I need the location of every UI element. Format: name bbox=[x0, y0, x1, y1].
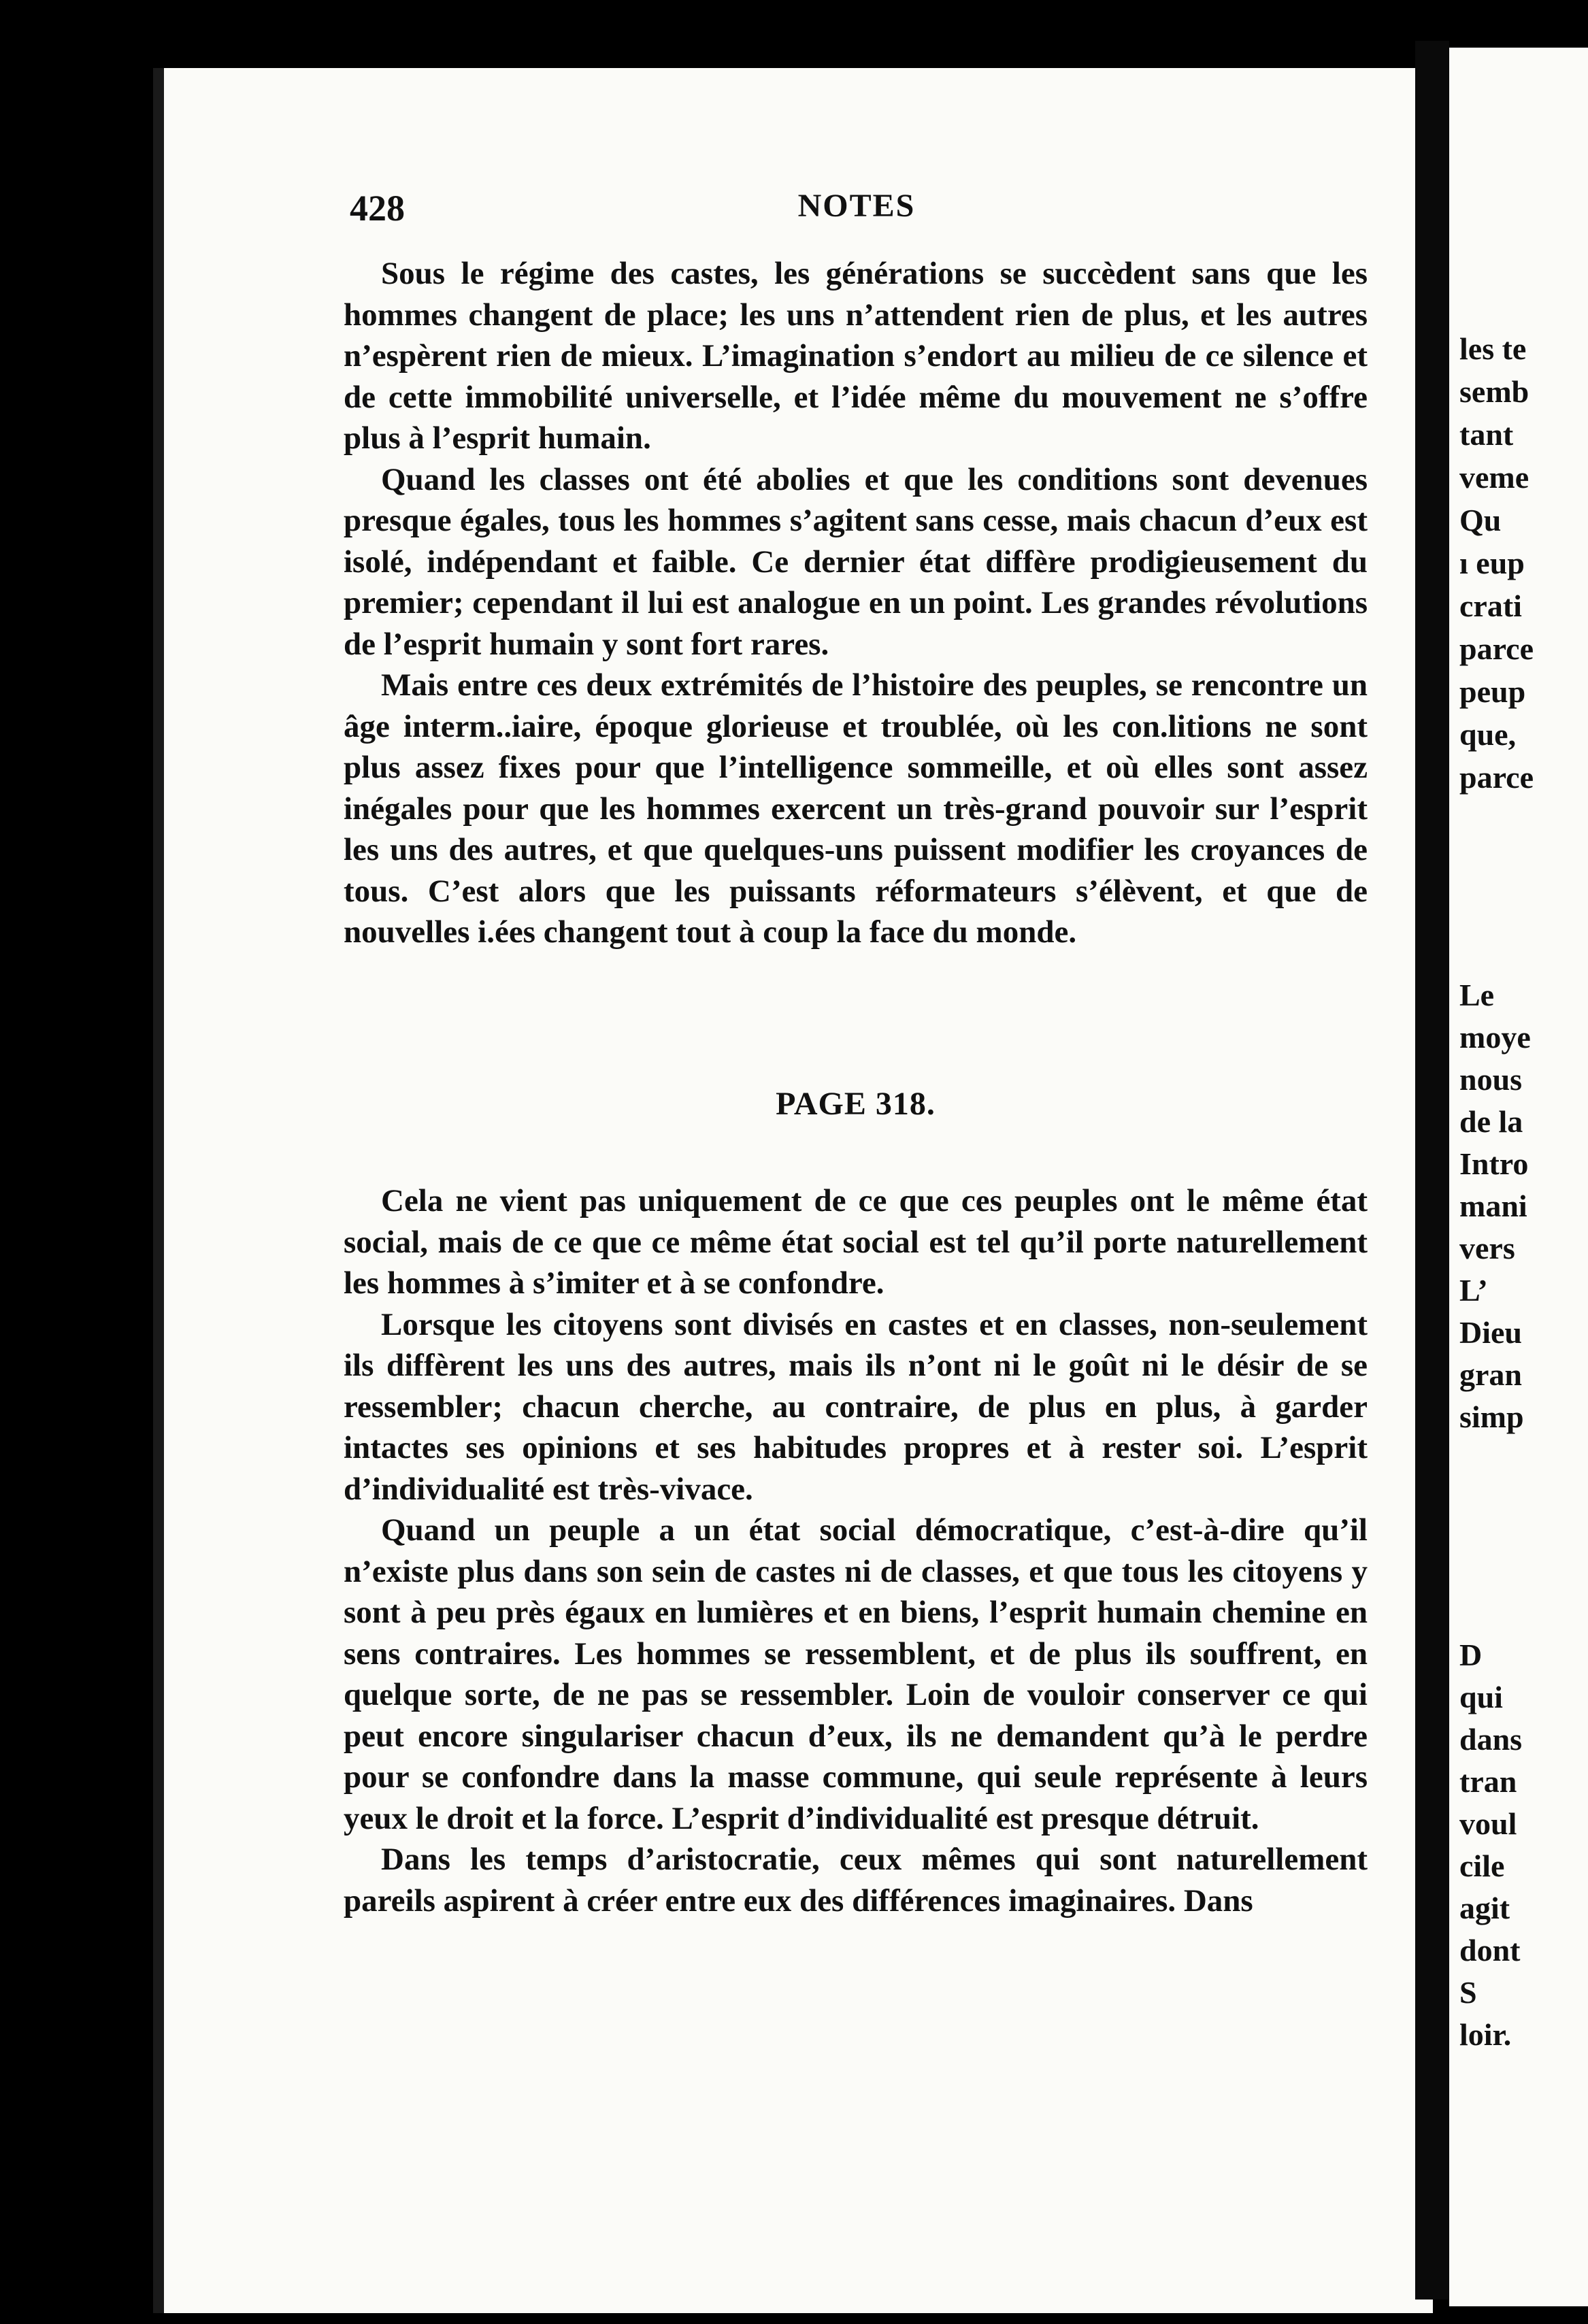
facing-line: crati bbox=[1459, 588, 1522, 623]
facing-line: moye bbox=[1459, 1020, 1531, 1055]
facing-line: qui bbox=[1459, 1680, 1503, 1714]
facing-line: Qu bbox=[1459, 503, 1502, 537]
paragraph: Dans les temps d’aristocratie, ceux mêmes qui sont naturellement pareils aspirent à créer entre eux des différences imaginaires. Dans bbox=[344, 1842, 1368, 1919]
facing-line: simp bbox=[1459, 1399, 1524, 1434]
facing-line: peup bbox=[1459, 674, 1526, 709]
facing-line: tran bbox=[1459, 1764, 1517, 1799]
facing-line: ı eup bbox=[1459, 546, 1525, 580]
facing-line: vers bbox=[1459, 1231, 1515, 1265]
facing-line: loir. bbox=[1459, 2017, 1512, 2052]
running-head bbox=[350, 187, 1363, 242]
facing-line: dans bbox=[1459, 1722, 1523, 1757]
book-gutter bbox=[1415, 41, 1449, 2300]
paragraph: Mais entre ces deux extrémités de l’histoire des peuples, se rencontre un âge interm..iaire, époque glorieuse et troublée, où les con.litions ne sont plus assez fixes pour que l’intelligence sommeille, et où elles sont assez inégales pour que les hommes exercent un très-grand pouvoir sur l’esprit les uns des autres, et que quelques-uns puissent modifier les croyances de tous. C’est alors que les puissants réformateurs s’élèvent, et que de nouvelles i.ées changent tout à coup la face du monde. bbox=[344, 667, 1368, 950]
paragraph: Quand les classes ont été abolies et que les conditions sont devenues presque égales, tous les hommes s’agitent sans cesse, mais chacun d’eux est isolé, indépendant et faible. Ce dernier état diffère prodigieusement du premier; cependant il lui est analogue en un point. Les grandes révolutions de l’esprit humain y sont fort rares. bbox=[344, 461, 1368, 662]
facing-line: veme bbox=[1459, 460, 1529, 495]
paragraph: Lorsque les citoyens sont divisés en castes et en classes, non-seulement ils diffèrent les uns des autres, mais ils n’ont ni le goût ni le désir de se ressembler; chacun cherche, au contraire, de plus en plus, à garder intactes ses opinions et ses habitudes propres et à rester soi. L’esprit d’individualité est très-vivace. bbox=[344, 1306, 1368, 1507]
facing-line: semb bbox=[1459, 374, 1529, 409]
facing-line: tant bbox=[1459, 417, 1514, 452]
paragraph: Cela ne vient pas uniquement de ce que ces peuples ont le même état social, mais de ce que ce même état social est tel qu’il porte naturellement les hommes à s’imiter et à se confondre. bbox=[344, 1183, 1368, 1301]
facing-line: parce bbox=[1459, 631, 1534, 666]
facing-page bbox=[1449, 48, 1588, 2306]
facing-line: parce bbox=[1459, 760, 1534, 795]
facing-line: mani bbox=[1459, 1189, 1527, 1223]
facing-line: gran bbox=[1459, 1357, 1522, 1392]
facing-line: nous bbox=[1459, 1062, 1523, 1097]
facing-line: de la bbox=[1459, 1104, 1523, 1139]
facing-line: cile bbox=[1459, 1848, 1505, 1883]
facing-line: Intro bbox=[1459, 1146, 1529, 1181]
facing-line: que, bbox=[1459, 717, 1517, 752]
facing-line: dont bbox=[1459, 1933, 1521, 1968]
facing-line: L’ bbox=[1459, 1273, 1488, 1308]
notes-section-2 bbox=[344, 1180, 1368, 1921]
facing-line: Dieu bbox=[1459, 1315, 1522, 1350]
facing-line: agit bbox=[1459, 1891, 1510, 1925]
facing-line: D bbox=[1459, 1638, 1483, 1672]
facing-line: voul bbox=[1459, 1806, 1517, 1841]
notes-section-1 bbox=[344, 253, 1368, 953]
header-title: NOTES bbox=[797, 188, 916, 224]
section-heading: PAGE 318. bbox=[776, 1086, 936, 1122]
facing-line: S bbox=[1459, 1975, 1477, 2010]
facing-line: Le bbox=[1459, 978, 1495, 1012]
paragraph: Quand un peuple a un état social démocratique, c’est-à-dire qu’il n’existe plus dans son sein de castes ni de classes, et que tous les citoyens y sont à peu près égaux en lumières et en biens, l’esprit humain chemine en sens contraires. Les hommes se ressemblent, et de plus ils souffrent, en quelque sorte, de ne pas se ressembler. Loin de vouloir conserver ce qui peut encore singulariser chacun d’eux, ils ne demandent qu’à le perdre pour se confondre dans la masse commune, qui seule représente à leurs yeux le droit et la force. L’esprit d’individualité est presque détruit. bbox=[344, 1512, 1368, 1836]
paragraph: Sous le régime des castes, les générations se succèdent sans que les hommes changent de place; les uns n’attendent rien de plus, et les autres n’espèrent rien de mieux. L’imagination s’endort au milieu de ce silence et de cette immobilité universelle, et l’idée même du mouvement ne s’offre plus à l’esprit humain. bbox=[344, 256, 1368, 456]
page-number: 428 bbox=[350, 188, 405, 229]
facing-line: les te bbox=[1459, 331, 1527, 366]
